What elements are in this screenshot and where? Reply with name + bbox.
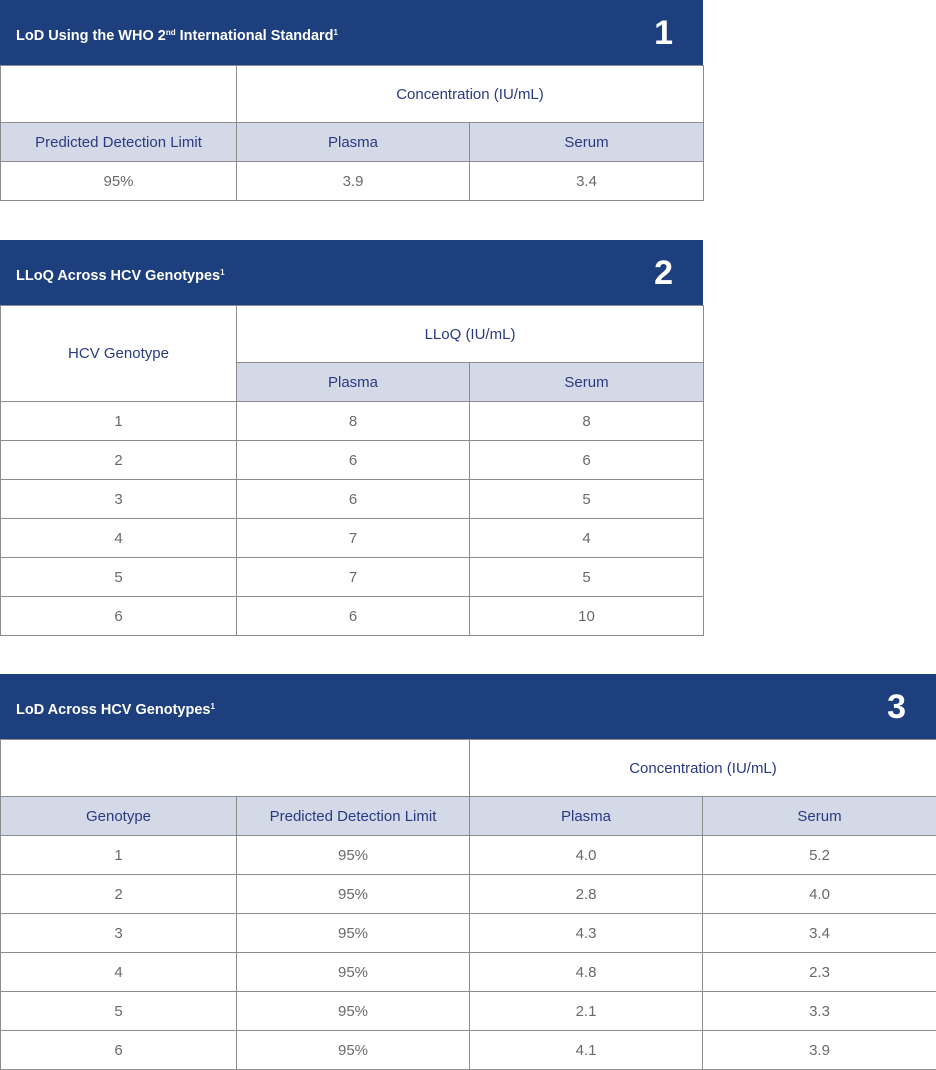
limit-cell: 95% — [237, 875, 470, 914]
plasma-cell: 4.8 — [470, 953, 703, 992]
limit-cell: 95% — [1, 162, 237, 201]
genotype-cell: 4 — [1, 519, 237, 558]
table-row — [1, 992, 936, 1031]
serum-header: Serum — [470, 123, 704, 162]
genotype-cell: 6 — [1, 597, 237, 636]
serum-cell: 4 — [470, 519, 704, 558]
table-row — [1, 875, 936, 914]
table-2-number: 2 — [654, 240, 673, 305]
table-row — [1, 1031, 936, 1070]
hcv-genotype-header: HCV Genotype — [1, 306, 237, 402]
plasma-cell: 6 — [237, 480, 470, 519]
lod-genotype-table-block — [0, 674, 936, 1070]
genotype-cell: 5 — [1, 558, 237, 597]
genotype-cell: 2 — [1, 441, 237, 480]
limit-cell: 95% — [237, 953, 470, 992]
table-1-number: 1 — [654, 0, 673, 65]
concentration-group-header: Concentration (IU/mL) — [470, 740, 936, 797]
genotype-cell: 3 — [1, 480, 237, 519]
table-3-number: 3 — [887, 674, 906, 739]
table-row — [1, 480, 704, 519]
serum-cell: 10 — [470, 597, 704, 636]
genotype-cell: 1 — [1, 402, 237, 441]
serum-cell: 4.0 — [703, 875, 936, 914]
serum-cell: 3.3 — [703, 992, 936, 1031]
table-row — [1, 914, 936, 953]
genotype-cell: 3 — [1, 914, 237, 953]
limit-cell: 95% — [237, 992, 470, 1031]
serum-cell: 3.4 — [470, 162, 704, 201]
genotype-cell: 5 — [1, 992, 237, 1031]
plasma-cell: 8 — [237, 402, 470, 441]
plasma-cell: 4.0 — [470, 836, 703, 875]
lloq-genotype-table — [0, 305, 704, 636]
limit-cell: 95% — [237, 836, 470, 875]
plasma-header: Plasma — [470, 797, 703, 836]
table-row — [1, 402, 704, 441]
table-row — [1, 597, 704, 636]
limit-cell: 95% — [237, 1031, 470, 1070]
table-3-header — [0, 674, 936, 739]
table-3-title: LoD Across HCV Genotypes$^1$ — [16, 674, 215, 739]
genotype-cell: 1 — [1, 836, 237, 875]
plasma-header: Plasma — [237, 363, 470, 402]
plasma-cell: 2.8 — [470, 875, 703, 914]
serum-cell: 3.9 — [703, 1031, 936, 1070]
table-row — [1, 441, 704, 480]
genotype-cell: 2 — [1, 875, 237, 914]
predicted-detection-limit-header: Predicted Detection Limit — [1, 123, 237, 162]
table-row — [1, 953, 936, 992]
limit-cell: 95% — [237, 914, 470, 953]
concentration-group-header: Concentration (IU/mL) — [237, 66, 704, 123]
serum-cell: 6 — [470, 441, 704, 480]
serum-cell: 5 — [470, 480, 704, 519]
plasma-cell: 3.9 — [237, 162, 470, 201]
lloq-group-header: LLoQ (IU/mL) — [237, 306, 704, 363]
plasma-header: Plasma — [237, 123, 470, 162]
table-row — [1, 836, 936, 875]
plasma-cell: 7 — [237, 558, 470, 597]
plasma-cell: 2.1 — [470, 992, 703, 1031]
table-2-title: LLoQ Across HCV Genotypes$^1$ — [16, 240, 225, 305]
genotype-header: Genotype — [1, 797, 237, 836]
plasma-cell: 7 — [237, 519, 470, 558]
plasma-cell: 4.3 — [470, 914, 703, 953]
plasma-cell: 6 — [237, 597, 470, 636]
plasma-cell: 6 — [237, 441, 470, 480]
table-1-header — [0, 0, 703, 65]
table-row — [1, 558, 704, 597]
table-row — [1, 519, 704, 558]
serum-header: Serum — [470, 363, 704, 402]
serum-cell: 2.3 — [703, 953, 936, 992]
serum-cell: 8 — [470, 402, 704, 441]
empty-corner-cell — [1, 66, 237, 123]
lod-genotype-table — [0, 739, 936, 1070]
empty-corner-cell — [1, 740, 470, 797]
plasma-cell: 4.1 — [470, 1031, 703, 1070]
lod-who-table-block — [0, 0, 703, 201]
table-2-header — [0, 240, 703, 305]
serum-cell: 5.2 — [703, 836, 936, 875]
serum-cell: 3.4 — [703, 914, 936, 953]
lloq-genotype-table-block — [0, 240, 703, 636]
genotype-cell: 6 — [1, 1031, 237, 1070]
genotype-cell: 4 — [1, 953, 237, 992]
serum-header: Serum — [703, 797, 936, 836]
predicted-detection-limit-header: Predicted Detection Limit — [237, 797, 470, 836]
table-row — [1, 162, 704, 201]
lod-who-table — [0, 65, 704, 201]
table-1-title: LoD Using the WHO 2nd International Standard$^1$ — [16, 0, 338, 65]
serum-cell: 5 — [470, 558, 704, 597]
